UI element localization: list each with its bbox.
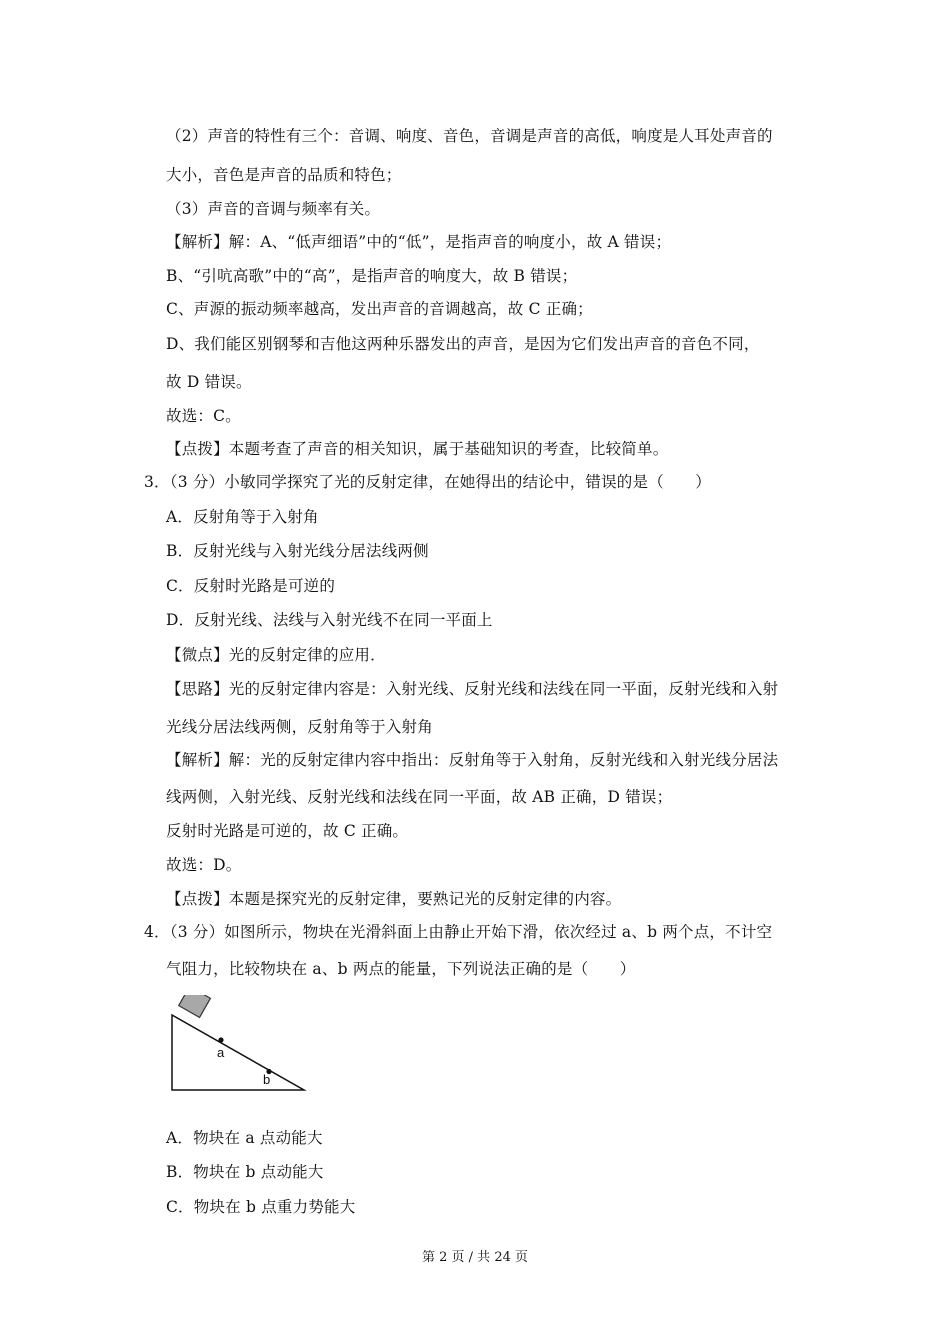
question-3-stem: 3．（3 分）小敏同学探究了光的反射定律，在她得出的结论中，错误的是（ ） — [144, 473, 712, 491]
question-4-option-c: C．物块在 b 点重力势能大 — [166, 1198, 356, 1216]
line-3: （3）声音的音调与频率有关。 — [166, 200, 381, 218]
line-6: C、声源的振动频率越高，发出声音的音调越高，故 C 正确； — [166, 300, 593, 318]
label-a: a — [217, 1045, 225, 1060]
line-5: B、“引吭高歌”中的“高”，是指声音的响度大，故 B 错误； — [166, 267, 578, 285]
question-3-option-d: D．反射光线、法线与入射光线不在同一平面上 — [166, 611, 493, 629]
line-17: 【思路】光的反射定律内容是：入射光线、反射光线和法线在同一平面，反射光线和入射 — [166, 680, 779, 698]
line-8: 故 D 错误。 — [166, 373, 252, 391]
line-7: D、我们能区别钢琴和吉他这两种乐器发出的声音，是因为它们发出声音的音色不同， — [166, 335, 760, 353]
incline-figure — [166, 995, 311, 1095]
line-25: 气阻力，比较物块在 a、b 两点的能量，下列说法正确的是（ ） — [166, 960, 636, 978]
line-1: （2）声音的特性有三个：音调、响度、音色，音调是声音的高低，响度是人耳处声音的 — [166, 127, 773, 145]
line-19: 【解析】解：光的反射定律内容中指出：反射角等于入射角，反射光线和入射光线分居法 — [166, 751, 779, 769]
line-9: 故选：C。 — [166, 407, 241, 425]
line-4: 【解析】解：A、“低声细语”中的“低”，是指声音的响度小，故 A 错误； — [166, 233, 672, 251]
line-2: 大小，音色是声音的品质和特色； — [166, 166, 402, 184]
sliding-block — [179, 995, 211, 1017]
line-21: 反射时光路是可逆的，故 C 正确。 — [166, 822, 409, 840]
question-4-option-b: B．物块在 b 点动能大 — [166, 1163, 324, 1181]
question-4-stem: 4．（3 分）如图所示，物块在光滑斜面上由静止开始下滑，依次经过 a、b 两个点，不计空 — [144, 923, 773, 941]
line-22: 故选：D。 — [166, 856, 242, 874]
point-a — [218, 1037, 223, 1042]
question-4-option-a: A．物块在 a 点动能大 — [166, 1129, 323, 1147]
incline-triangle — [172, 1015, 304, 1090]
question-3-option-a: A．反射角等于入射角 — [166, 508, 319, 526]
line-16: 【微点】光的反射定律的应用． — [166, 646, 386, 664]
line-10: 【点拨】本题考查了声音的相关知识，属于基础知识的考查，比较简单。 — [166, 440, 669, 458]
page-footer: 第 2 页 / 共 24 页 — [422, 1250, 528, 1265]
line-23: 【点拨】本题是探究光的反射定律，要熟记光的反射定律的内容。 — [166, 890, 622, 908]
question-3-option-c: C．反射时光路是可逆的 — [166, 577, 336, 595]
line-18: 光线分居法线两侧，反射角等于入射角 — [166, 718, 433, 736]
label-b: b — [263, 1072, 271, 1087]
line-20: 线两侧，入射光线、反射光线和法线在同一平面，故 AB 正确，D 错误； — [166, 788, 673, 806]
question-3-option-b: B．反射光线与入射光线分居法线两侧 — [166, 542, 429, 560]
